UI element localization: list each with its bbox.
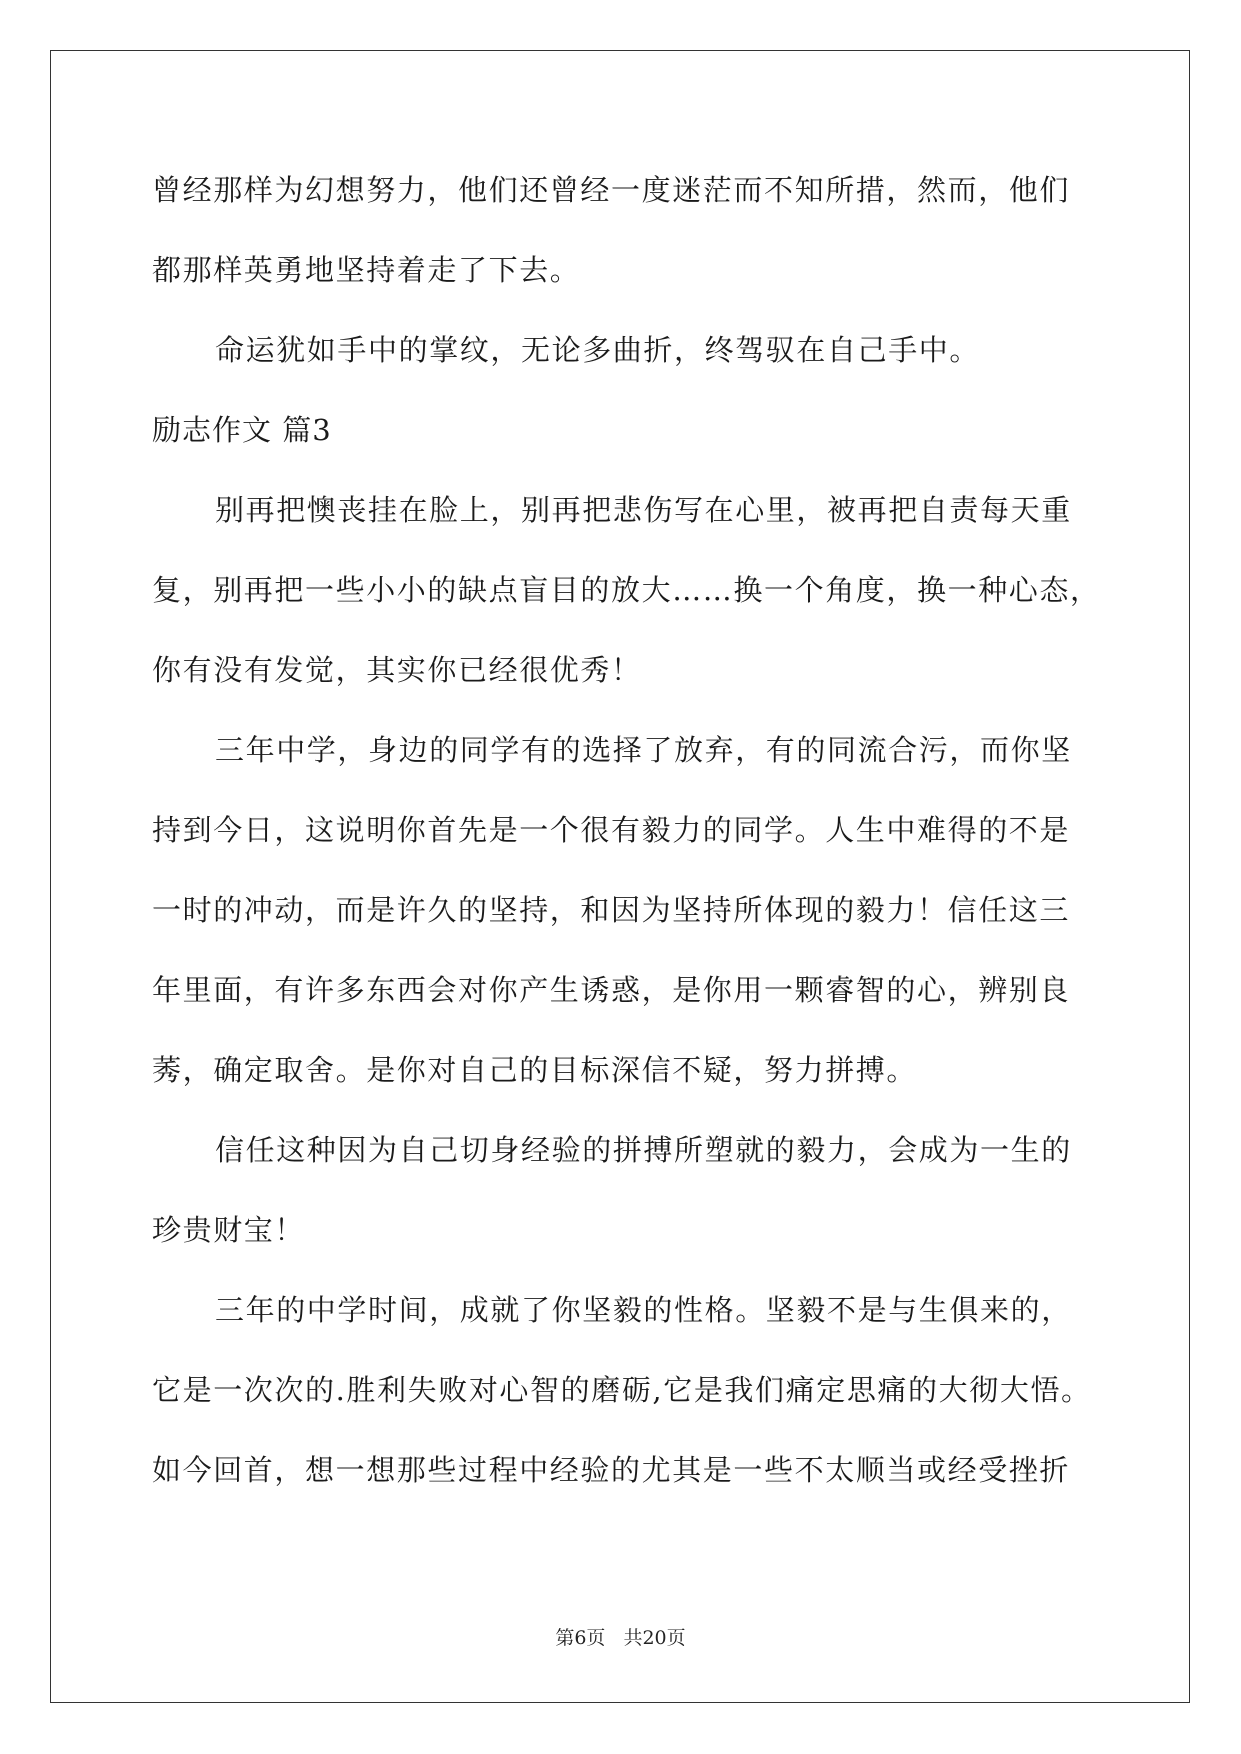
text-line: 曾经那样为幻想努力，他们还曾经一度迷茫而不知所措，然而，他们: [152, 173, 1071, 207]
text-line: 如今回首，想一想那些过程中经验的尤其是一些不太顺当或经受挫折: [152, 1453, 1071, 1487]
text-line: 它是一次次的.胜利失败对心智的磨砺,它是我们痛定思痛的大彻大悟。: [152, 1373, 1092, 1407]
text-line: 信任这种因为自己切身经验的拼搏所塑就的毅力，会成为一生的: [215, 1133, 1072, 1167]
text-line: 别再把懊丧挂在脸上，别再把悲伤写在心里，被再把自责每天重: [215, 493, 1072, 527]
text-line: 命运犹如手中的掌纹，无论多曲折，终驾驭在自己手中。: [215, 333, 981, 367]
text-line: 都那样英勇地坚持着走了下去。: [152, 253, 581, 287]
page-footer: [0, 1626, 1241, 1650]
text-line: 持到今日，这说明你首先是一个很有毅力的同学。人生中难得的不是: [152, 813, 1071, 847]
text-line: 莠，确定取舍。是你对自己的目标深信不疑，努力拼搏。: [152, 1053, 918, 1087]
page-number: 第6页: [555, 1627, 606, 1649]
text-line: 珍贵财宝！: [152, 1213, 306, 1247]
text-line: 三年的中学时间，成就了你坚毅的性格。坚毅不是与生俱来的，: [215, 1293, 1072, 1327]
page-total: 共20页: [623, 1627, 686, 1649]
section-heading: 励志作文 篇3: [152, 413, 332, 447]
text-line: 三年中学，身边的同学有的选择了放弃，有的同流合污，而你坚: [215, 733, 1072, 767]
text-line: 你有没有发觉，其实你已经很优秀！: [152, 653, 642, 687]
text-line: 复，别再把一些小小的缺点盲目的放大……换一个角度，换一种心态，: [152, 573, 1101, 607]
text-line: 年里面，有许多东西会对你产生诱惑，是你用一颗睿智的心，辨别良: [152, 973, 1071, 1007]
text-line: 一时的冲动，而是许久的坚持，和因为坚持所体现的毅力！信任这三: [152, 893, 1071, 927]
